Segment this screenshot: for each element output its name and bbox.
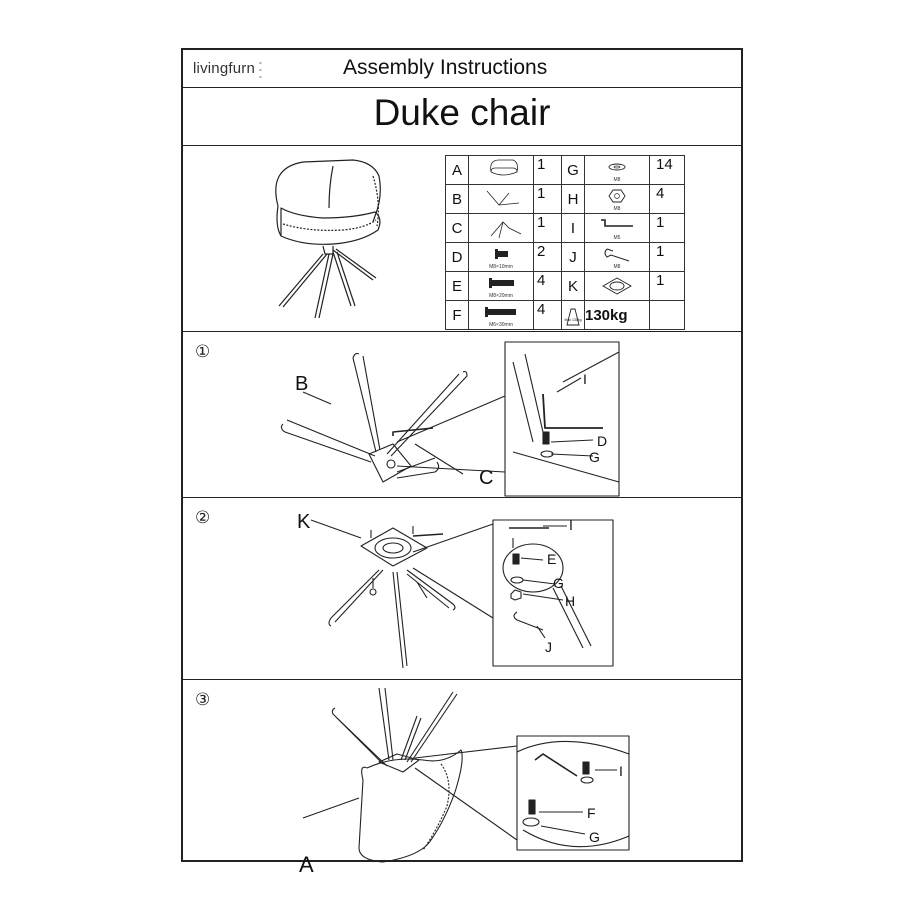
assembly-sheet (181, 48, 743, 877)
weight-icon (562, 301, 584, 329)
label-k: K (297, 511, 311, 533)
part-picture (469, 243, 534, 272)
part-quantity: 1 (650, 272, 685, 301)
part-quantity: 4 (650, 185, 685, 214)
part-quantity: 4 (534, 272, 562, 301)
label-h: H (565, 593, 576, 609)
label-i: I (569, 517, 573, 533)
part-picture (469, 156, 534, 185)
part-picture (585, 214, 650, 243)
part-letter: J (562, 243, 585, 272)
part-letter: D (446, 243, 469, 272)
label-i: I (619, 763, 623, 779)
label-i: I (583, 371, 587, 387)
part-letter: K (562, 272, 585, 301)
part-caption: M5 (613, 235, 621, 241)
parts-row-c-i (446, 214, 685, 243)
part-caption: M8 (613, 177, 621, 183)
logo-mark-icon: °°° (259, 62, 263, 83)
part-caption: M6×30mm (489, 322, 513, 328)
label-j: J (545, 639, 552, 655)
part-picture (585, 243, 650, 272)
part-picture (469, 214, 534, 243)
part-caption: M8×10mm (489, 264, 513, 270)
part-letter: B (446, 185, 469, 214)
part-letter: I (562, 214, 585, 243)
step-1 (183, 332, 741, 498)
part-picture (585, 156, 650, 185)
label-e: E (547, 551, 557, 567)
label-a: A (299, 852, 314, 877)
part-caption: M8×20mm (489, 293, 513, 299)
step-2 (183, 498, 741, 680)
step-2-illustration (183, 498, 745, 680)
part-quantity: 1 (650, 214, 685, 243)
label-g: G (553, 575, 564, 591)
part-letter: G (562, 156, 585, 185)
leg-c-icon (469, 214, 533, 242)
part-caption: M8 (613, 206, 621, 212)
part-quantity: 2 (534, 243, 562, 272)
part-letter: H (562, 185, 585, 214)
parts-row-a-g (446, 156, 685, 185)
part-letter: C (446, 214, 469, 243)
max-load-label: 130kg (585, 301, 650, 330)
parts-row-d-j (446, 243, 685, 272)
part-quantity: 14 (650, 156, 685, 185)
part-picture (585, 185, 650, 214)
step-number: ② (195, 508, 211, 528)
part-quantity: 1 (534, 185, 562, 214)
brand-logo (193, 60, 263, 83)
chair-seat-icon (469, 156, 533, 184)
weight-cell (562, 301, 585, 330)
part-picture (469, 301, 534, 330)
step-number: ① (195, 342, 211, 362)
label-g: G (589, 829, 600, 845)
step-3 (183, 680, 741, 877)
part-picture (469, 272, 534, 301)
product-title: Duke chair (373, 92, 551, 133)
part-caption: M8 (613, 264, 621, 270)
step-3-illustration (183, 680, 745, 877)
step-1-illustration (183, 332, 745, 498)
leg-b-icon (469, 185, 533, 213)
label-c: C (479, 467, 494, 489)
swivel-plate-icon (585, 272, 649, 300)
part-quantity: 1 (534, 214, 562, 243)
chair-illustration (183, 146, 363, 332)
label-b: B (295, 373, 309, 395)
part-quantity: 1 (534, 156, 562, 185)
part-letter: A (446, 156, 469, 185)
part-picture (585, 272, 650, 301)
parts-row-f-load (446, 301, 685, 330)
step-number: ③ (195, 690, 211, 710)
label-f: F (587, 805, 596, 821)
part-letter: F (446, 301, 469, 330)
logo-text: livingfurn (193, 60, 256, 77)
part-quantity (650, 301, 685, 330)
label-d: D (597, 433, 608, 449)
document-heading: Assembly Instructions (343, 56, 548, 79)
parts-row-e-k (446, 272, 685, 301)
label-g: G (589, 449, 600, 465)
part-quantity: 1 (650, 243, 685, 272)
part-letter: E (446, 272, 469, 301)
header-row (183, 50, 741, 88)
weight-icon-label: Max 130kg (564, 318, 582, 322)
parts-table (445, 155, 685, 330)
part-picture (469, 185, 534, 214)
part-quantity: 4 (534, 301, 562, 330)
parts-row-b-h (446, 185, 685, 214)
title-row (183, 88, 741, 146)
parts-row (183, 146, 741, 332)
